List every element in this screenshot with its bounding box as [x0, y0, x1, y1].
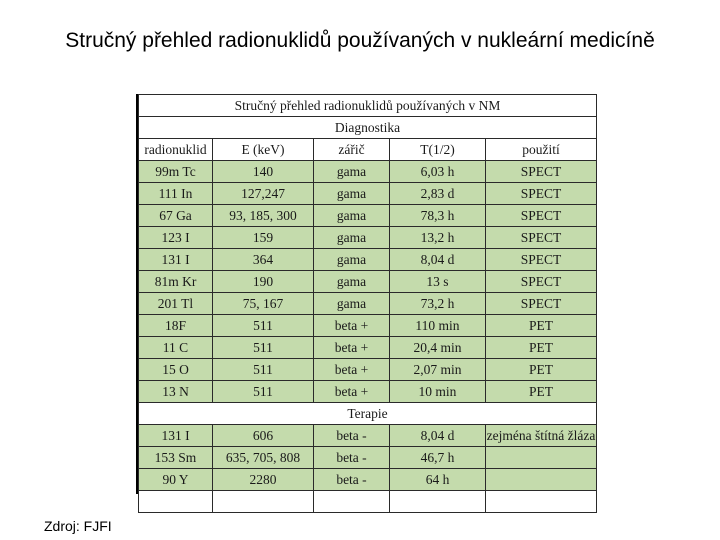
table-row [139, 425, 597, 447]
table-cell: 13 N [139, 381, 213, 403]
table-cell: 190 [213, 271, 314, 293]
table-cell: 8,04 d [390, 425, 486, 447]
table-cell: 635, 705, 808 [213, 447, 314, 469]
table-cell: 75, 167 [213, 293, 314, 315]
table-cell: použití [486, 139, 597, 161]
table-cell: SPECT [486, 183, 597, 205]
table-cell: beta + [314, 381, 390, 403]
table-cell: 15 O [139, 359, 213, 381]
table-cell: SPECT [486, 293, 597, 315]
table-cell: 201 Tl [139, 293, 213, 315]
slide-title: Stručný přehled radionuklidů používaných v nukleární medicíně [65, 29, 655, 52]
table-cell: 73,2 h [390, 293, 486, 315]
section-therapy [139, 403, 597, 425]
table-cell: 131 I [139, 425, 213, 447]
table-cell: 131 I [139, 249, 213, 271]
table-cell: SPECT [486, 249, 597, 271]
table-cell: E (keV) [213, 139, 314, 161]
section-diagnostics-cell: Diagnostika [139, 117, 597, 139]
table-cell: 153 Sm [139, 447, 213, 469]
table-cell: T(1/2) [390, 139, 486, 161]
table-cell: 8,04 d [390, 249, 486, 271]
table-cell: 511 [213, 337, 314, 359]
table-cell: beta - [314, 469, 390, 491]
section-therapy-cell: Terapie [139, 403, 597, 425]
table-cell [213, 491, 314, 513]
table-cell: 81m Kr [139, 271, 213, 293]
table-cell: zejména štítná žláza [486, 425, 597, 447]
table-caption-cell: Stručný přehled radionuklidů používaných v NM [139, 95, 597, 117]
table-header-row [139, 139, 597, 161]
table-cell: 20,4 min [390, 337, 486, 359]
table-cell: SPECT [486, 205, 597, 227]
table-cell: 13,2 h [390, 227, 486, 249]
table-cell: 110 min [390, 315, 486, 337]
table-cell: 2,83 d [390, 183, 486, 205]
table-cell: 90 Y [139, 469, 213, 491]
table-cell: 364 [213, 249, 314, 271]
table-cell: 511 [213, 359, 314, 381]
table-cell: 2,07 min [390, 359, 486, 381]
table-row [139, 469, 597, 491]
table-cell: 159 [213, 227, 314, 249]
table-body [139, 95, 597, 513]
table-cell: 11 C [139, 337, 213, 359]
table-cell: 511 [213, 381, 314, 403]
table-cell: beta + [314, 315, 390, 337]
table-cell: 67 Ga [139, 205, 213, 227]
table-row [139, 315, 597, 337]
table-bottom-strip [139, 491, 597, 513]
table-row [139, 183, 597, 205]
table-cell: 606 [213, 425, 314, 447]
table-cell: beta + [314, 337, 390, 359]
table-cell: 140 [213, 161, 314, 183]
table-cell: 78,3 h [390, 205, 486, 227]
table-cell: radionuklid [139, 139, 213, 161]
table-row [139, 337, 597, 359]
table-row [139, 249, 597, 271]
table-cell: gama [314, 183, 390, 205]
table-cell: 6,03 h [390, 161, 486, 183]
table-cell [486, 447, 597, 469]
source-note: Zdroj: FJFI [44, 518, 112, 534]
table-cell: gama [314, 227, 390, 249]
table-caption [139, 95, 597, 117]
table-cell: SPECT [486, 161, 597, 183]
table-cell: beta + [314, 359, 390, 381]
table-cell: 511 [213, 315, 314, 337]
table-cell: 127,247 [213, 183, 314, 205]
table-cell: SPECT [486, 227, 597, 249]
table-row [139, 447, 597, 469]
table-cell: gama [314, 249, 390, 271]
table-cell: SPECT [486, 271, 597, 293]
table-cell: PET [486, 381, 597, 403]
table-cell: 46,7 h [390, 447, 486, 469]
table-cell: 111 In [139, 183, 213, 205]
table-cell [390, 491, 486, 513]
table-row [139, 227, 597, 249]
table-cell [139, 491, 213, 513]
table-cell: PET [486, 337, 597, 359]
table-row [139, 271, 597, 293]
table-row [139, 161, 597, 183]
table-cell [486, 469, 597, 491]
table-cell: 18F [139, 315, 213, 337]
table-cell: 93, 185, 300 [213, 205, 314, 227]
table-cell: 64 h [390, 469, 486, 491]
table-cell: 13 s [390, 271, 486, 293]
table-row [139, 293, 597, 315]
table-cell: 123 I [139, 227, 213, 249]
table-cell [314, 491, 390, 513]
table-cell: beta - [314, 425, 390, 447]
radionuclide-table-image [136, 94, 596, 494]
table-row [139, 205, 597, 227]
section-diagnostics [139, 117, 597, 139]
table-cell: PET [486, 359, 597, 381]
table-row [139, 381, 597, 403]
table-cell: gama [314, 293, 390, 315]
table-cell: gama [314, 161, 390, 183]
table-cell: beta - [314, 447, 390, 469]
table-cell: PET [486, 315, 597, 337]
table-cell: 2280 [213, 469, 314, 491]
table-cell: 99m Tc [139, 161, 213, 183]
radionuclide-table [138, 94, 597, 513]
table-cell: gama [314, 205, 390, 227]
table-cell: gama [314, 271, 390, 293]
table-cell: 10 min [390, 381, 486, 403]
table-cell: zářič [314, 139, 390, 161]
table-row [139, 359, 597, 381]
table-cell [486, 491, 597, 513]
